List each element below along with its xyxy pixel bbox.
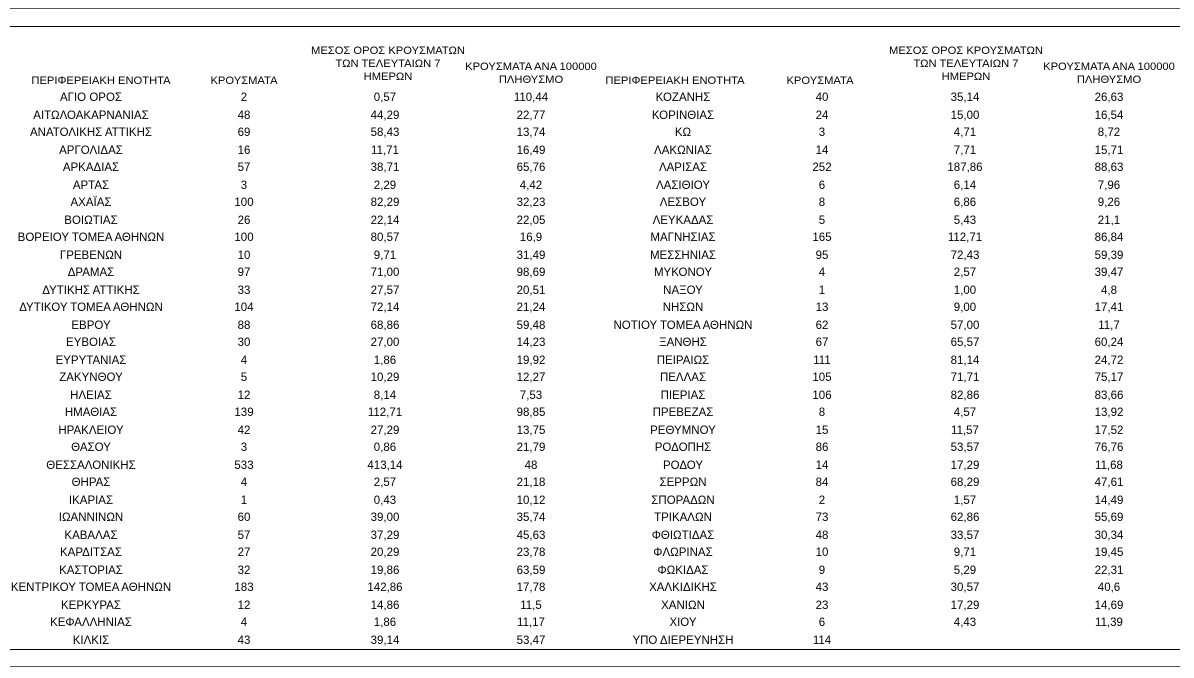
top-border-line [10, 8, 1180, 9]
right-per100k-cell: 17,41 [1094, 302, 1124, 314]
right-region-cell: ΧΙΟΥ [669, 617, 697, 629]
right-region-cell: ΡΟΔΟΠΗΣ [654, 442, 712, 454]
header-label: ΚΡΟΥΣΜΑΤΑ [210, 75, 278, 87]
right-cases-cell: 165 [812, 232, 832, 244]
right-per100k-cell: 14,49 [1094, 494, 1124, 507]
right-cases-cell: 2 [818, 494, 826, 507]
left-cases-cell: 533 [234, 459, 254, 472]
left-avg7-cell: 22,14 [370, 214, 400, 227]
right-cases-cell: 62 [815, 319, 829, 332]
left-per100k-cell: 98,85 [516, 407, 546, 419]
right-cases-cell: 105 [812, 372, 832, 384]
left-cases-cell: 139 [234, 407, 254, 419]
left-region-cell: ΚΑΡΔΙΤΣΑΣ [60, 547, 122, 559]
right-region-cell: ΝΟΤΙΟΥ ΤΟΜΕΑ ΑΘΗΝΩΝ [613, 319, 753, 332]
right-per100k-cell: 7,96 [1097, 179, 1121, 192]
right-avg7-cell: 2,57 [953, 267, 977, 279]
left-cases-cell: 183 [234, 582, 254, 594]
right-per100k-cell: 8,72 [1097, 127, 1121, 139]
right-region-cell: ΦΘΙΩΤΙΔΑΣ [651, 529, 715, 542]
left-cases-column [212, 90, 276, 650]
right-cases-cell: 67 [815, 337, 829, 349]
left-per100k-cell: 31,49 [516, 249, 546, 262]
right-region-cell: ΧΑΛΚΙΔΙΚΗΣ [649, 582, 717, 594]
left-region-cell: ΗΛΕΙΑΣ [70, 389, 112, 402]
header-label: ΠΛΗΘΥΣΜΟ [1076, 74, 1142, 86]
right-per100k-cell: 24,72 [1094, 354, 1124, 367]
left-header-cases [192, 75, 296, 88]
right-per100k-cell: 75,17 [1094, 372, 1124, 384]
right-cases-cell: 9 [818, 564, 826, 577]
right-avg7-cell: 82,86 [950, 389, 980, 402]
header-top-line [10, 26, 1180, 27]
left-region-cell: ΑΝΑΤΟΛΙΚΗΣ ΑΤΤΙΚΗΣ [29, 127, 152, 139]
header-label: ΠΕΡΙΦΕΡΕΙΑΚΗ ΕΝΟΤΗΤΑ [605, 75, 745, 87]
right-per100k-cell [1054, 633, 1164, 651]
right-cases-cell: 24 [815, 109, 829, 122]
right-cases-cell: 73 [815, 512, 829, 524]
left-cases-cell: 4 [240, 354, 248, 367]
left-per100k-cell: 23,78 [516, 547, 546, 559]
right-avg7-cell: 72,43 [950, 249, 980, 262]
right-cases-cell: 48 [815, 529, 829, 542]
left-avg7-cell: 0,86 [373, 442, 397, 454]
right-region-cell: ΡΟΔΟΥ [662, 459, 704, 472]
left-per100k-cell: 22,77 [516, 109, 546, 122]
right-per100k-cell: 15,71 [1094, 144, 1124, 157]
right-cases-cell: 86 [815, 442, 829, 454]
right-avg7-cell: 33,57 [950, 529, 980, 542]
left-avg7-cell: 68,86 [370, 319, 400, 332]
right-cases-cell: 14 [815, 144, 829, 157]
header-label: ΗΜΕΡΩΝ [363, 71, 413, 83]
right-avg7-column [910, 90, 1020, 650]
right-avg7-cell: 68,29 [950, 477, 980, 489]
left-header-region [10, 75, 192, 88]
right-cases-cell: 40 [815, 92, 829, 104]
left-per100k-cell: 20,51 [516, 284, 546, 297]
left-cases-cell: 57 [237, 529, 251, 542]
right-per100k-cell: 60,24 [1094, 337, 1124, 349]
right-cases-cell: 1 [818, 284, 826, 297]
left-avg7-cell: 1,86 [373, 617, 397, 629]
left-cases-cell: 30 [237, 337, 251, 349]
right-region-cell: ΚΟΡΙΝΘΙΑΣ [651, 109, 715, 122]
right-per100k-cell: 83,66 [1094, 389, 1124, 402]
right-cases-cell: 84 [815, 477, 829, 489]
left-per100k-cell: 53,47 [516, 634, 546, 647]
right-avg7-cell: 6,86 [953, 197, 977, 209]
left-per100k-cell: 21,24 [516, 302, 546, 314]
left-per100k-cell: 16,49 [516, 144, 546, 157]
right-avg7-cell: 4,57 [953, 407, 977, 419]
header-label: ΜΕΣΟΣ ΟΡΟΣ ΚΡΟΥΣΜΑΤΩΝ [311, 45, 465, 57]
right-avg7-cell: 30,57 [950, 582, 980, 594]
left-header-avg7 [302, 45, 474, 84]
left-avg7-cell: 413,14 [367, 459, 403, 472]
right-avg7-cell: 187,86 [947, 162, 983, 174]
left-region-cell: ΒΟΡΕΙΟΥ ΤΟΜΕΑ ΑΘΗΝΩΝ [17, 232, 165, 244]
right-per100k-cell: 30,34 [1094, 529, 1124, 542]
right-cases-cell: 43 [815, 582, 829, 594]
left-region-cell: ΑΧΑΪΑΣ [70, 197, 112, 209]
left-header-per100k [456, 61, 606, 87]
left-avg7-cell: 44,29 [370, 109, 400, 122]
left-region-cell: ΘΗΡΑΣ [71, 477, 111, 489]
left-per100k-cell: 13,74 [516, 127, 546, 139]
left-region-cell: ΑΡΚΑΔΙΑΣ [62, 162, 120, 174]
right-cases-cell: 252 [812, 162, 832, 174]
left-region-cell: ΚΕΡΚΥΡΑΣ [61, 599, 121, 612]
header-label: ΤΩΝ ΤΕΛΕΥΤΑΙΩΝ 7 [335, 58, 441, 70]
header-label: ΚΡΟΥΣΜΑΤΑ [786, 75, 854, 87]
right-header-per100k [1034, 61, 1184, 87]
left-per100k-cell: 10,12 [516, 494, 546, 507]
right-region-cell: ΠΙΕΡΙΑΣ [660, 389, 706, 402]
right-cases-cell: 5 [818, 214, 826, 227]
right-per100k-cell: 76,76 [1094, 442, 1124, 454]
header-label: ΠΕΡΙΦΕΡΕΙΑΚΗ ΕΝΟΤΗΤΑ [31, 75, 171, 87]
left-per100k-cell: 32,23 [516, 197, 546, 209]
right-region-cell: ΡΕΘΥΜΝΟΥ [650, 424, 716, 437]
header-label: ΚΡΟΥΣΜΑΤΑ ΑΝΑ 100000 [1043, 61, 1175, 73]
left-avg7-cell: 82,29 [370, 197, 400, 209]
left-per100k-cell: 4,42 [519, 179, 543, 192]
left-region-cell: ΚΕΦΑΛΛΗΝΙΑΣ [50, 617, 132, 629]
left-per100k-column [476, 90, 586, 650]
right-avg7-cell: 57,00 [950, 319, 980, 332]
left-cases-cell: 5 [240, 372, 248, 384]
left-avg7-cell: 1,86 [373, 354, 397, 367]
right-region-cell: ΣΠΟΡΑΔΩΝ [651, 494, 715, 507]
right-region-cell: ΥΠΟ ΔΙΕΡΕΥΝΗΣΗ [632, 634, 734, 647]
right-region-cell: ΠΕΙΡΑΙΩΣ [656, 354, 710, 367]
left-avg7-cell: 39,00 [370, 512, 400, 524]
left-per100k-cell: 13,75 [516, 424, 546, 437]
right-region-cell: ΜΥΚΟΝΟΥ [653, 267, 713, 279]
right-cases-cell: 114 [812, 634, 832, 647]
left-cases-cell: 69 [237, 127, 251, 139]
right-avg7-cell: 5,43 [953, 214, 977, 227]
right-region-cell: ΤΡΙΚΑΛΩΝ [654, 512, 712, 524]
left-per100k-cell: 65,76 [516, 162, 546, 174]
right-cases-cell: 106 [812, 389, 832, 402]
header-label: ΠΛΗΘΥΣΜΟ [498, 74, 564, 86]
right-cases-cell: 6 [818, 179, 826, 192]
page-bottom-line [10, 666, 1180, 667]
right-header-region [598, 75, 752, 88]
left-cases-cell: 2 [240, 92, 248, 104]
right-per100k-column [1054, 90, 1164, 650]
left-cases-cell: 12 [237, 599, 251, 612]
right-avg7-cell: 35,14 [950, 92, 980, 104]
header-label: ΜΕΣΟΣ ΟΡΟΣ ΚΡΟΥΣΜΑΤΩΝ [889, 45, 1043, 57]
right-region-cell: ΚΟΖΑΝΗΣ [655, 92, 711, 104]
right-region-cell: ΠΡΕΒΕΖΑΣ [652, 407, 714, 419]
right-per100k-cell: 40,6 [1097, 582, 1121, 594]
left-region-cell: ΙΩΑΝΝΙΝΩΝ [58, 512, 124, 524]
left-avg7-cell: 142,86 [367, 582, 403, 594]
left-avg7-cell: 11,71 [371, 144, 399, 157]
left-cases-cell: 3 [240, 179, 248, 192]
right-cases-cell: 15 [815, 424, 829, 437]
right-avg7-cell: 4,71 [953, 127, 977, 139]
right-cases-column [790, 90, 854, 650]
right-region-cell: ΠΕΛΛΑΣ [659, 372, 707, 384]
right-cases-cell: 4 [818, 267, 826, 279]
left-cases-cell: 4 [240, 617, 248, 629]
right-per100k-cell: 26,63 [1094, 92, 1124, 104]
left-cases-cell: 12 [237, 389, 251, 402]
left-region-cell: ΚΙΛΚΙΣ [72, 634, 110, 647]
left-per100k-cell: 11,17 [517, 617, 545, 629]
left-per100k-cell: 110,44 [513, 92, 549, 104]
right-avg7-cell: 71,71 [950, 372, 980, 384]
right-avg7-cell: 4,43 [953, 617, 977, 629]
left-per100k-cell: 21,18 [516, 477, 546, 489]
left-cases-cell: 43 [237, 634, 251, 647]
left-per100k-cell: 98,69 [516, 267, 546, 279]
right-avg7-cell: 17,29 [950, 599, 980, 612]
left-region-cell: ΑΓΙΟ ΟΡΟΣ [59, 92, 122, 104]
left-avg7-cell: 80,57 [370, 232, 400, 244]
right-per100k-cell: 9,26 [1097, 197, 1121, 209]
left-per100k-cell: 48 [524, 459, 538, 472]
right-per100k-cell: 55,69 [1094, 512, 1124, 524]
left-avg7-cell: 0,57 [373, 92, 397, 104]
left-per100k-cell: 35,74 [516, 512, 546, 524]
left-per100k-cell: 63,59 [516, 564, 546, 577]
right-avg7-cell: 6,14 [953, 179, 977, 192]
left-region-cell: ΘΕΣΣΑΛΟΝΙΚΗΣ [46, 459, 136, 472]
left-avg7-cell: 14,86 [370, 599, 400, 612]
right-cases-cell: 23 [815, 599, 829, 612]
left-per100k-cell: 7,53 [519, 389, 543, 402]
right-avg7-cell: 1,57 [953, 494, 977, 507]
left-cases-cell: 3 [240, 442, 248, 454]
right-avg7-cell: 7,71 [953, 144, 977, 157]
right-avg7-cell: 62,86 [950, 512, 980, 524]
left-region-cell: ΑΡΤΑΣ [72, 179, 110, 192]
right-header-avg7 [880, 45, 1052, 84]
right-cases-cell: 6 [818, 617, 826, 629]
left-per100k-cell: 17,78 [516, 582, 546, 594]
left-avg7-cell: 72,14 [370, 302, 400, 314]
left-avg7-cell: 8,14 [373, 389, 397, 402]
left-cases-cell: 27 [237, 547, 251, 559]
right-avg7-cell: 9,00 [953, 302, 977, 314]
right-per100k-cell: 4,8 [1101, 284, 1117, 297]
left-avg7-cell: 39,14 [370, 634, 400, 647]
right-region-cell: ΛΑΡΙΣΑΣ [658, 162, 708, 174]
right-avg7-cell: 1,00 [953, 284, 977, 297]
left-region-cell: ΓΡΕΒΕΝΩΝ [59, 249, 123, 262]
right-per100k-cell: 17,52 [1094, 424, 1124, 437]
right-avg7-cell: 81,14 [950, 354, 980, 367]
right-region-cell: ΛΑΚΩΝΙΑΣ [654, 144, 712, 157]
right-region-cell: ΛΑΣΙΘΙΟΥ [655, 179, 711, 192]
right-per100k-cell: 11,39 [1095, 617, 1123, 629]
left-region-cell: ΖΑΚΥΝΘΟΥ [59, 372, 123, 384]
left-avg7-cell: 2,29 [373, 179, 397, 192]
left-region-cell: ΔΥΤΙΚΗΣ ΑΤΤΙΚΗΣ [42, 284, 140, 297]
right-region-cell: ΦΛΩΡΙΝΑΣ [653, 547, 713, 559]
header-label: ΚΡΟΥΣΜΑΤΑ ΑΝΑ 100000 [465, 61, 597, 73]
right-region-cell: ΣΕΡΡΩΝ [659, 477, 707, 489]
left-cases-cell: 60 [237, 512, 251, 524]
right-region-cell: ΞΑΝΘΗΣ [659, 337, 707, 349]
left-avg7-cell: 20,29 [370, 547, 400, 559]
left-region-cell: ΚΑΒΑΛΑΣ [64, 529, 118, 542]
right-per100k-cell: 86,84 [1094, 232, 1124, 244]
left-cases-cell: 32 [237, 564, 251, 577]
right-per100k-cell: 39,47 [1094, 267, 1124, 279]
left-avg7-cell: 27,57 [370, 284, 400, 297]
left-region-column [10, 90, 172, 650]
left-region-cell: ΚΕΝΤΡΙΚΟΥ ΤΟΜΕΑ ΑΘΗΝΩΝ [10, 582, 172, 594]
left-avg7-cell: 71,00 [370, 267, 400, 279]
left-cases-cell: 104 [234, 302, 254, 314]
right-per100k-cell: 47,61 [1094, 477, 1124, 489]
left-region-cell: ΔΡΑΜΑΣ [67, 267, 115, 279]
right-cases-cell: 14 [815, 459, 829, 472]
left-region-cell: ΒΟΙΩΤΙΑΣ [64, 214, 118, 227]
right-per100k-cell: 16,54 [1094, 109, 1124, 122]
left-per100k-cell: 59,48 [516, 319, 546, 332]
left-avg7-cell: 27,29 [370, 424, 400, 437]
left-per100k-cell: 12,27 [516, 372, 546, 384]
left-region-cell: ΚΑΣΤΟΡΙΑΣ [59, 564, 123, 577]
right-region-cell: ΦΩΚΙΔΑΣ [657, 564, 709, 577]
left-cases-cell: 97 [237, 267, 251, 279]
right-region-cell: ΜΑΓΝΗΣΙΑΣ [650, 232, 716, 244]
left-per100k-cell: 21,79 [516, 442, 546, 454]
left-per100k-cell: 45,63 [516, 529, 546, 542]
right-cases-cell: 13 [815, 302, 829, 314]
right-region-column [606, 90, 760, 650]
right-per100k-cell: 22,31 [1094, 564, 1124, 577]
left-region-cell: ΙΚΑΡΙΑΣ [68, 494, 114, 507]
left-avg7-cell: 37,29 [370, 529, 400, 542]
left-per100k-cell: 16,9 [519, 232, 543, 244]
left-avg7-column [330, 90, 440, 650]
right-avg7-cell: 11,57 [951, 424, 979, 437]
right-region-cell: ΛΕΥΚΑΔΑΣ [652, 214, 714, 227]
right-cases-cell: 10 [815, 547, 829, 559]
left-region-cell: ΕΥΒΟΙΑΣ [66, 337, 116, 349]
left-avg7-cell: 0,43 [373, 494, 397, 507]
right-region-cell: ΛΕΣΒΟΥ [659, 197, 707, 209]
right-cases-cell: 8 [818, 197, 826, 209]
left-avg7-cell: 27,00 [370, 337, 400, 349]
left-cases-cell: 16 [237, 144, 251, 157]
left-per100k-cell: 22,05 [516, 214, 546, 227]
left-per100k-cell: 19,92 [516, 354, 546, 367]
right-per100k-cell: 21,1 [1097, 214, 1121, 227]
right-cases-cell: 95 [815, 249, 829, 262]
right-cases-cell: 8 [818, 407, 826, 419]
left-avg7-cell: 10,29 [370, 372, 400, 384]
right-per100k-cell: 13,92 [1094, 407, 1124, 419]
right-per100k-cell: 19,45 [1094, 547, 1124, 559]
right-per100k-cell: 59,39 [1094, 249, 1124, 262]
right-region-cell: ΧΑΝΙΩΝ [661, 599, 705, 612]
left-cases-cell: 88 [237, 319, 251, 332]
header-label: ΤΩΝ ΤΕΛΕΥΤΑΙΩΝ 7 [913, 58, 1019, 70]
left-per100k-cell: 11,5 [520, 599, 542, 612]
left-region-cell: ΑΡΓΟΛΙΔΑΣ [59, 144, 123, 157]
right-region-cell: ΜΕΣΣΗΝΙΑΣ [649, 249, 717, 262]
left-region-cell: ΕΒΡΟΥ [71, 319, 111, 332]
right-avg7-cell: 112,71 [947, 232, 983, 244]
header-label: ΗΜΕΡΩΝ [941, 71, 991, 83]
right-avg7-cell [910, 633, 1020, 651]
right-per100k-cell: 88,63 [1094, 162, 1124, 174]
left-avg7-cell: 38,71 [370, 162, 400, 174]
right-avg7-cell: 9,71 [953, 547, 977, 559]
left-region-cell: ΕΥΡΥΤΑΝΙΑΣ [55, 354, 127, 367]
left-avg7-cell: 9,71 [373, 249, 397, 262]
right-per100k-cell: 14,69 [1094, 599, 1124, 612]
right-cases-cell: 3 [818, 127, 826, 139]
left-region-cell: ΗΡΑΚΛΕΙΟΥ [58, 424, 124, 437]
left-cases-cell: 48 [237, 109, 251, 122]
left-avg7-cell: 112,71 [367, 407, 403, 419]
left-region-cell: ΔΥΤΙΚΟΥ ΤΟΜΕΑ ΑΘΗΝΩΝ [19, 302, 163, 314]
left-cases-cell: 42 [237, 424, 251, 437]
left-cases-cell: 4 [240, 477, 248, 489]
right-region-cell: ΝΗΣΩΝ [662, 302, 704, 314]
left-avg7-cell: 19,86 [370, 564, 400, 577]
right-avg7-cell: 5,29 [953, 564, 977, 577]
left-cases-cell: 1 [240, 494, 248, 507]
left-cases-cell: 100 [234, 232, 254, 244]
left-cases-cell: 57 [237, 162, 251, 174]
left-cases-cell: 100 [234, 197, 254, 209]
left-avg7-cell: 58,43 [370, 127, 400, 139]
right-header-cases [768, 75, 872, 88]
right-region-cell: ΝΑΞΟΥ [663, 284, 703, 297]
left-region-cell: ΑΙΤΩΛΟΑΚΑΡΝΑΝΙΑΣ [33, 109, 149, 122]
right-per100k-cell: 11,68 [1095, 459, 1123, 472]
right-per100k-cell: 11,7 [1098, 319, 1120, 332]
right-avg7-cell: 15,00 [950, 109, 980, 122]
right-avg7-cell: 65,57 [950, 337, 980, 349]
right-avg7-cell: 53,57 [950, 442, 980, 454]
left-per100k-cell: 14,23 [516, 337, 546, 349]
right-avg7-cell: 17,29 [950, 459, 980, 472]
right-cases-cell: 111 [813, 354, 831, 367]
left-cases-cell: 10 [237, 249, 251, 262]
left-cases-cell: 26 [237, 214, 251, 227]
left-avg7-cell: 2,57 [373, 477, 397, 489]
right-region-cell: ΚΩ [674, 127, 692, 139]
left-cases-cell: 33 [237, 284, 251, 297]
left-region-cell: ΗΜΑΘΙΑΣ [64, 407, 118, 419]
left-region-cell: ΘΑΣΟΥ [71, 442, 111, 454]
